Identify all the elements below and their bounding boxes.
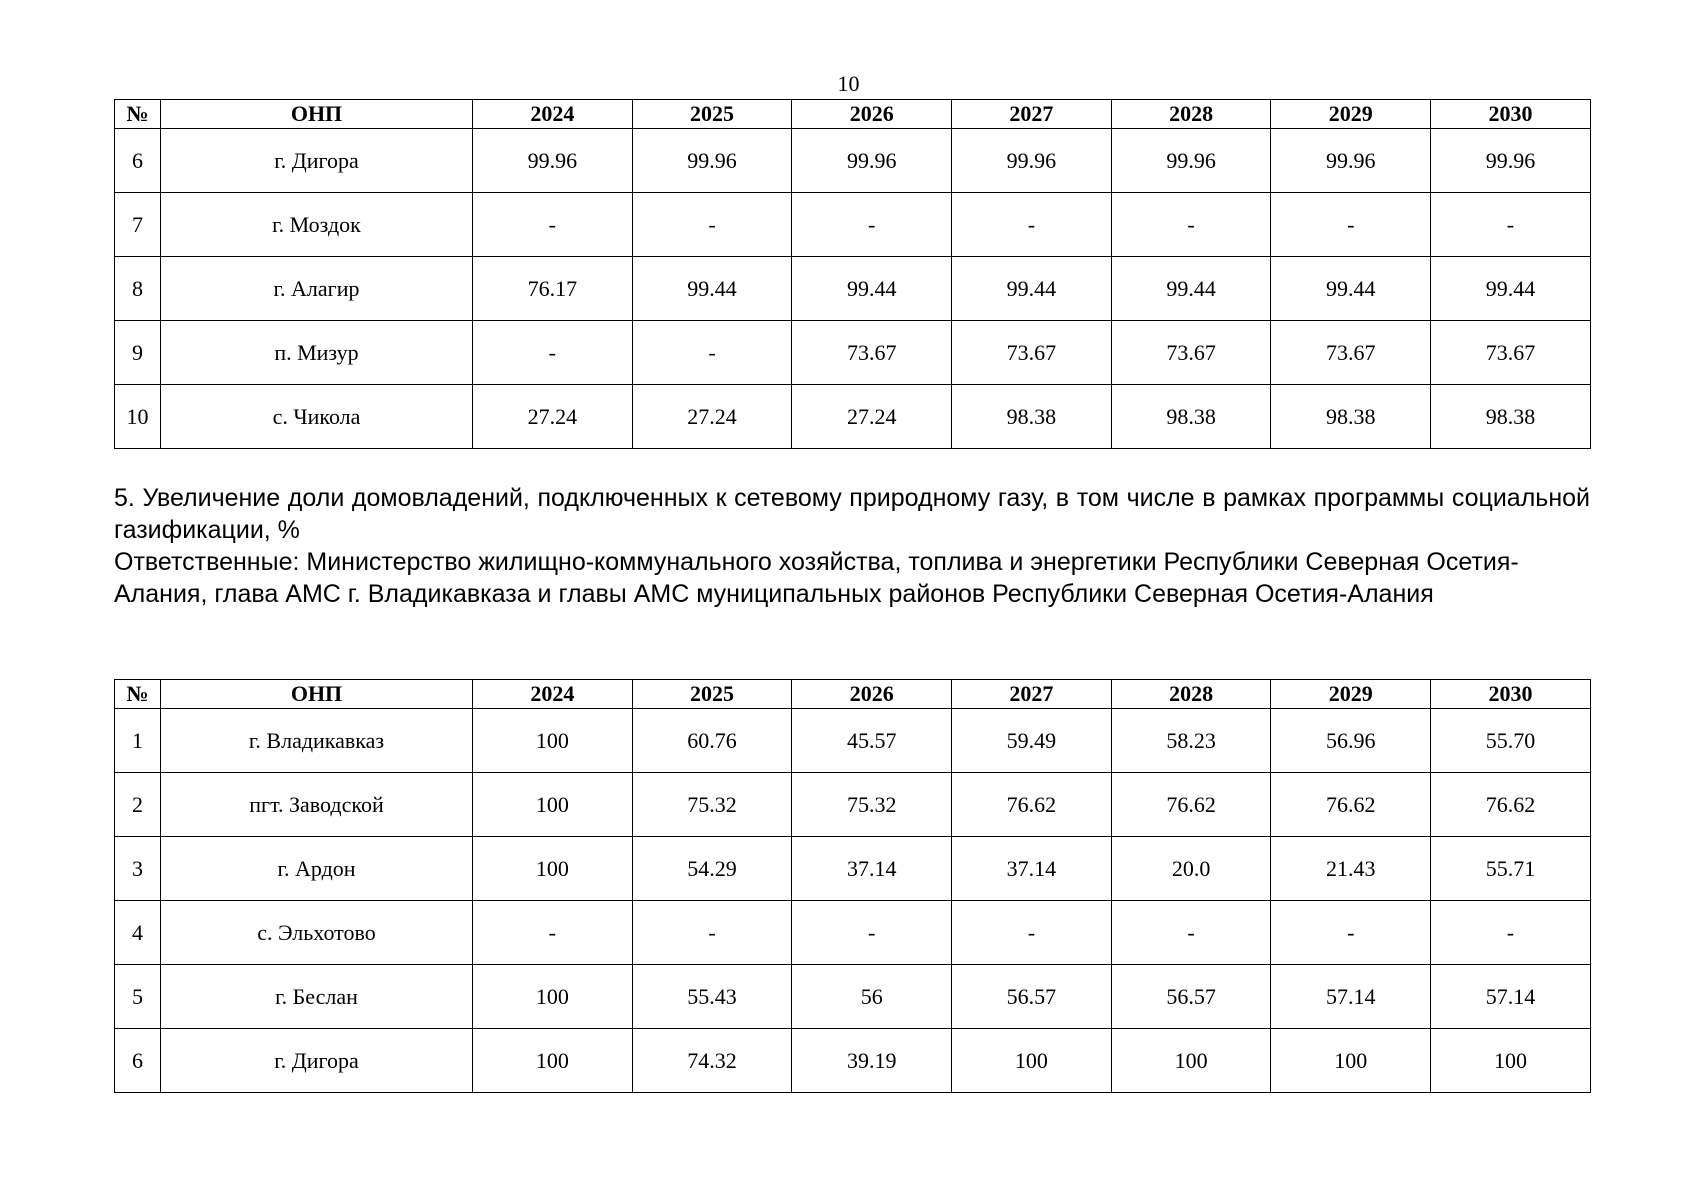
- year-value-cell: 56: [792, 965, 952, 1029]
- header-year: 2024: [473, 100, 633, 129]
- year-value-cell: -: [1431, 193, 1591, 257]
- header-year: 2026: [792, 680, 952, 709]
- section-title: 5. Увеличение доли домовладений, подключенных к сетевому природному газу, в том числе в рамках программы социальной газификации, %: [114, 484, 1590, 544]
- year-value-cell: -: [473, 901, 633, 965]
- year-value-cell: 100: [1111, 1029, 1271, 1093]
- year-value-cell: 76.17: [473, 257, 633, 321]
- row-number: 7: [115, 193, 161, 257]
- year-value-cell: -: [952, 193, 1112, 257]
- year-value-cell: -: [1431, 901, 1591, 965]
- table-header-row: [115, 100, 1591, 129]
- row-number: 8: [115, 257, 161, 321]
- year-value-cell: 27.24: [792, 385, 952, 449]
- settlement-name: п. Мизур: [161, 321, 473, 385]
- year-value-cell: 55.71: [1431, 837, 1591, 901]
- year-value-cell: 37.14: [952, 837, 1112, 901]
- indicator-table-continued: [114, 99, 1591, 449]
- year-value-cell: 100: [473, 1029, 633, 1093]
- settlement-name: с. Эльхотово: [161, 901, 473, 965]
- table-row: [115, 321, 1591, 385]
- row-number: 5: [115, 965, 161, 1029]
- year-value-cell: -: [952, 901, 1112, 965]
- year-value-cell: 56.96: [1271, 709, 1431, 773]
- year-value-cell: 100: [1271, 1029, 1431, 1093]
- year-value-cell: 100: [952, 1029, 1112, 1093]
- table-row: [115, 965, 1591, 1029]
- year-value-cell: 99.44: [1271, 257, 1431, 321]
- header-year: 2027: [952, 680, 1112, 709]
- settlement-name: г. Алагир: [161, 257, 473, 321]
- header-year: 2025: [632, 100, 792, 129]
- year-value-cell: 99.96: [473, 129, 633, 193]
- year-value-cell: 73.67: [1431, 321, 1591, 385]
- year-value-cell: 76.62: [1271, 773, 1431, 837]
- year-value-cell: 99.96: [632, 129, 792, 193]
- settlement-name: г. Беслан: [161, 965, 473, 1029]
- header-year: 2027: [952, 100, 1112, 129]
- table-row: [115, 1029, 1591, 1093]
- year-value-cell: 54.29: [632, 837, 792, 901]
- header-num: №: [115, 100, 161, 129]
- header-name: ОНП: [161, 680, 473, 709]
- settlement-name: г. Моздок: [161, 193, 473, 257]
- settlement-name: г. Дигора: [161, 129, 473, 193]
- year-value-cell: 99.96: [1271, 129, 1431, 193]
- year-value-cell: 100: [473, 837, 633, 901]
- year-value-cell: 99.44: [1431, 257, 1591, 321]
- header-year: 2025: [632, 680, 792, 709]
- row-number: 2: [115, 773, 161, 837]
- table-row: [115, 709, 1591, 773]
- year-value-cell: 56.57: [1111, 965, 1271, 1029]
- year-value-cell: 55.70: [1431, 709, 1591, 773]
- year-value-cell: 75.32: [792, 773, 952, 837]
- year-value-cell: 39.19: [792, 1029, 952, 1093]
- year-value-cell: 98.38: [1111, 385, 1271, 449]
- year-value-cell: 75.32: [632, 773, 792, 837]
- settlement-name: г. Владикавказ: [161, 709, 473, 773]
- year-value-cell: 37.14: [792, 837, 952, 901]
- year-value-cell: 100: [1431, 1029, 1591, 1093]
- year-value-cell: 73.67: [952, 321, 1112, 385]
- table-header-row: [115, 680, 1591, 709]
- year-value-cell: 60.76: [632, 709, 792, 773]
- year-value-cell: 98.38: [1431, 385, 1591, 449]
- header-year: 2028: [1111, 680, 1271, 709]
- row-number: 6: [115, 1029, 161, 1093]
- header-year: 2029: [1271, 680, 1431, 709]
- settlement-name: с. Чикола: [161, 385, 473, 449]
- header-year: 2029: [1271, 100, 1431, 129]
- year-value-cell: 99.96: [1431, 129, 1591, 193]
- gasification-share-table: [114, 679, 1591, 1093]
- year-value-cell: 99.44: [632, 257, 792, 321]
- year-value-cell: -: [1271, 901, 1431, 965]
- header-year: 2026: [792, 100, 952, 129]
- year-value-cell: 76.62: [1431, 773, 1591, 837]
- year-value-cell: 56.57: [952, 965, 1112, 1029]
- year-value-cell: 27.24: [632, 385, 792, 449]
- year-value-cell: -: [792, 901, 952, 965]
- row-number: 1: [115, 709, 161, 773]
- settlement-name: г. Ардон: [161, 837, 473, 901]
- header-num: №: [115, 680, 161, 709]
- table-row: [115, 773, 1591, 837]
- year-value-cell: 73.67: [792, 321, 952, 385]
- page-number: 10: [837, 71, 860, 96]
- year-value-cell: -: [792, 193, 952, 257]
- row-number: 4: [115, 901, 161, 965]
- year-value-cell: -: [632, 193, 792, 257]
- table-row: [115, 257, 1591, 321]
- year-value-cell: 58.23: [1111, 709, 1271, 773]
- year-value-cell: 59.49: [952, 709, 1112, 773]
- year-value-cell: 99.96: [1111, 129, 1271, 193]
- table-row: [115, 129, 1591, 193]
- year-value-cell: -: [1271, 193, 1431, 257]
- year-value-cell: -: [473, 321, 633, 385]
- year-value-cell: 100: [473, 965, 633, 1029]
- year-value-cell: -: [632, 901, 792, 965]
- year-value-cell: 76.62: [952, 773, 1112, 837]
- year-value-cell: 57.14: [1431, 965, 1591, 1029]
- year-value-cell: 73.67: [1111, 321, 1271, 385]
- row-number: 6: [115, 129, 161, 193]
- row-number: 3: [115, 837, 161, 901]
- table-row: [115, 385, 1591, 449]
- year-value-cell: 76.62: [1111, 773, 1271, 837]
- year-value-cell: 74.32: [632, 1029, 792, 1093]
- year-value-cell: -: [1111, 193, 1271, 257]
- section-responsible: Ответственные: Министерство жилищно-коммунального хозяйства, топлива и энергетики Республики Северная Осетия-Алания, глава АМС г. Владикавказа и главы АМС муниципальных районов Республики Северная Осетия-Алания: [114, 548, 1519, 608]
- year-value-cell: 73.67: [1271, 321, 1431, 385]
- year-value-cell: -: [632, 321, 792, 385]
- year-value-cell: 98.38: [1271, 385, 1431, 449]
- header-year: 2028: [1111, 100, 1271, 129]
- year-value-cell: 99.96: [952, 129, 1112, 193]
- year-value-cell: 55.43: [632, 965, 792, 1029]
- settlement-name: пгт. Заводской: [161, 773, 473, 837]
- header-year: 2030: [1431, 680, 1591, 709]
- table-row: [115, 901, 1591, 965]
- year-value-cell: 99.96: [792, 129, 952, 193]
- header-year: 2024: [473, 680, 633, 709]
- header-year: 2030: [1431, 100, 1591, 129]
- year-value-cell: 99.44: [952, 257, 1112, 321]
- row-number: 10: [115, 385, 161, 449]
- year-value-cell: 98.38: [952, 385, 1112, 449]
- year-value-cell: 27.24: [473, 385, 633, 449]
- year-value-cell: 20.0: [1111, 837, 1271, 901]
- table-row: [115, 837, 1591, 901]
- year-value-cell: 99.44: [1111, 257, 1271, 321]
- year-value-cell: 100: [473, 709, 633, 773]
- year-value-cell: 100: [473, 773, 633, 837]
- year-value-cell: 57.14: [1271, 965, 1431, 1029]
- year-value-cell: -: [473, 193, 633, 257]
- year-value-cell: 45.57: [792, 709, 952, 773]
- year-value-cell: 99.44: [792, 257, 952, 321]
- table-row: [115, 193, 1591, 257]
- settlement-name: г. Дигора: [161, 1029, 473, 1093]
- header-name: ОНП: [161, 100, 473, 129]
- row-number: 9: [115, 321, 161, 385]
- year-value-cell: 21.43: [1271, 837, 1431, 901]
- year-value-cell: -: [1111, 901, 1271, 965]
